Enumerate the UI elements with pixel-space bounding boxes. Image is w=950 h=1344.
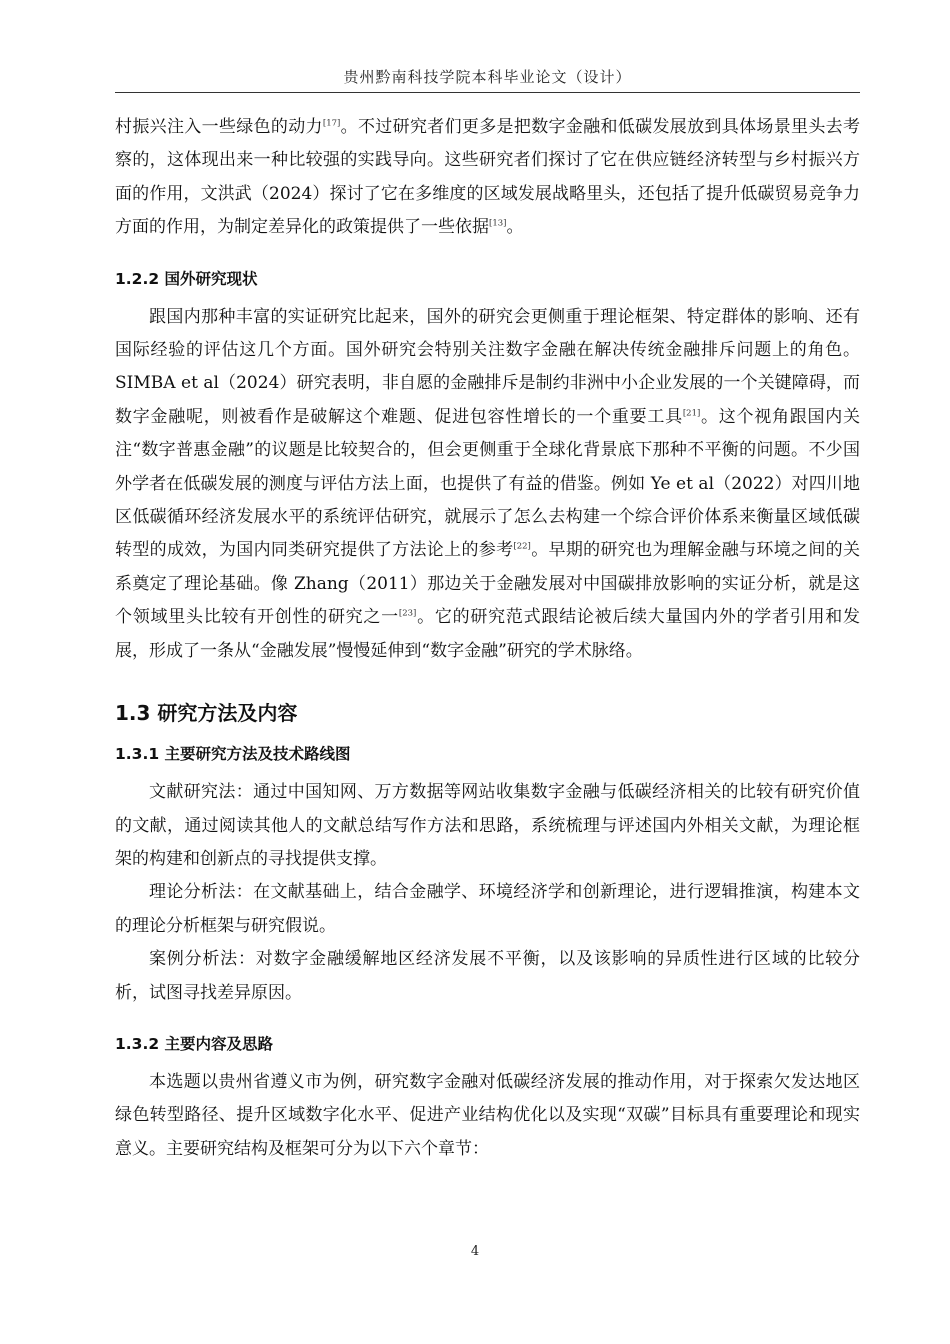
paragraph-text: 。 [506, 217, 524, 238]
paragraph [115, 301, 860, 668]
section-heading-1-3: 1.3 研究方法及内容 [115, 701, 298, 726]
citation-ref: [21] [682, 408, 701, 419]
subsection-heading-1-2-2: 1.2.2 国外研究现状 [115, 269, 258, 288]
subsection-heading-1-3-2: 1.3.2 主要内容及思路 [115, 1034, 274, 1053]
citation-ref: [22] [513, 541, 531, 552]
citation-ref: [17] [322, 118, 341, 129]
paragraph-text: 。早期的研究也为理解金融与环境之间的关系奠定了理论基础。像 Zhang（2011）那边关于金融发展对中国碳排放影响的实证分析，就是这个领域里头比较有开创性的研究之一 [115, 540, 861, 628]
citation-ref: [13] [489, 218, 507, 229]
paragraph-text: 。这个视角跟国内关注“数字普惠金融”的议题是比较契合的，但会更侧重于全球化背景底下那种不平衡的问题。不少国外学者在低碳发展的测度与评估方法上面，也提供了有益的借鉴。例如 Ye et al（2022）对四川地区低碳循环经济发展水平的系统评估研究，就展示了怎么去构建一个综合评价体系来衡量区域低碳转型的成效，为国内同类研究提供了方法论上的参考 [115, 406, 861, 561]
paragraph [115, 111, 860, 245]
paragraph-text: 跟国内那种丰富的实证研究比起来，国外的研究会更侧重于理论框架、特定群体的影响、还有国际经验的评估这几个方面。国外研究会特别关注数字金融在解决传统金融排斥问题上的角色。SIMBA et al（2024）研究表明，非自愿的金融排斥是制约非洲中小企业发展的一个关键障碍，而数字金融呢，则被看作是破解这个难题、促进包容性增长的一个重要工具 [115, 306, 860, 427]
paragraph: 文献研究法：通过中国知网、万方数据等网站收集数字金融与低碳经济相关的比较有研究价值的文献，通过阅读其他人的文献总结写作方法和思路，系统梳理与评述国内外相关文献，为理论框架的构建和创新点的寻找提供支撑。 [115, 782, 860, 869]
page-number: 4 [470, 1244, 480, 1259]
running-header: 贵州黔南科技学院本科毕业论文（设计） [343, 68, 632, 86]
paragraph-text: 。它的研究范式跟结论被后续大量国内外的学者引用和发展，形成了一条从“金融发展”慢慢延伸到“数字金融”研究的学术脉络。 [115, 607, 861, 661]
paragraph-text: 。不过研究者们更多是把数字金融和低碳发展放到具体场景里头去考察的，这体现出来一种比较强的实践导向。这些研究者们探讨了它在供应链经济转型与乡村振兴方面的作用，文洪武（2024）探讨了它在多维度的区域发展战略里头，还包括了提升低碳贸易竞争力方面的作用，为制定差异化的政策提供了一些依据 [115, 117, 861, 238]
citation-ref: [23] [398, 608, 417, 619]
subsection-heading-1-3-1: 1.3.1 主要研究方法及技术路线图 [115, 745, 351, 764]
paragraph-text: 村振兴注入一些绿色的动力 [115, 117, 323, 137]
body-content [115, 111, 860, 1166]
paragraph: 理论分析法：在文献基础上，结合金融学、环境经济学和创新理论，进行逻辑推演，构建本文的理论分析框架与研究假说。 [115, 882, 860, 936]
paragraph: 本选题以贵州省遵义市为例，研究数字金融对低碳经济发展的推动作用，对于探索欠发达地区绿色转型路径、提升区域数字化水平、促进产业结构优化以及实现“双碳”目标具有重要理论和现实意义。主要研究结构及框架可分为以下六个章节： [115, 1071, 860, 1159]
paragraph: 案例分析法：对数字金融缓解地区经济发展不平衡，以及该影响的异质性进行区域的比较分析，试图寻找差异原因。 [115, 949, 860, 1003]
header-rule [115, 92, 860, 93]
